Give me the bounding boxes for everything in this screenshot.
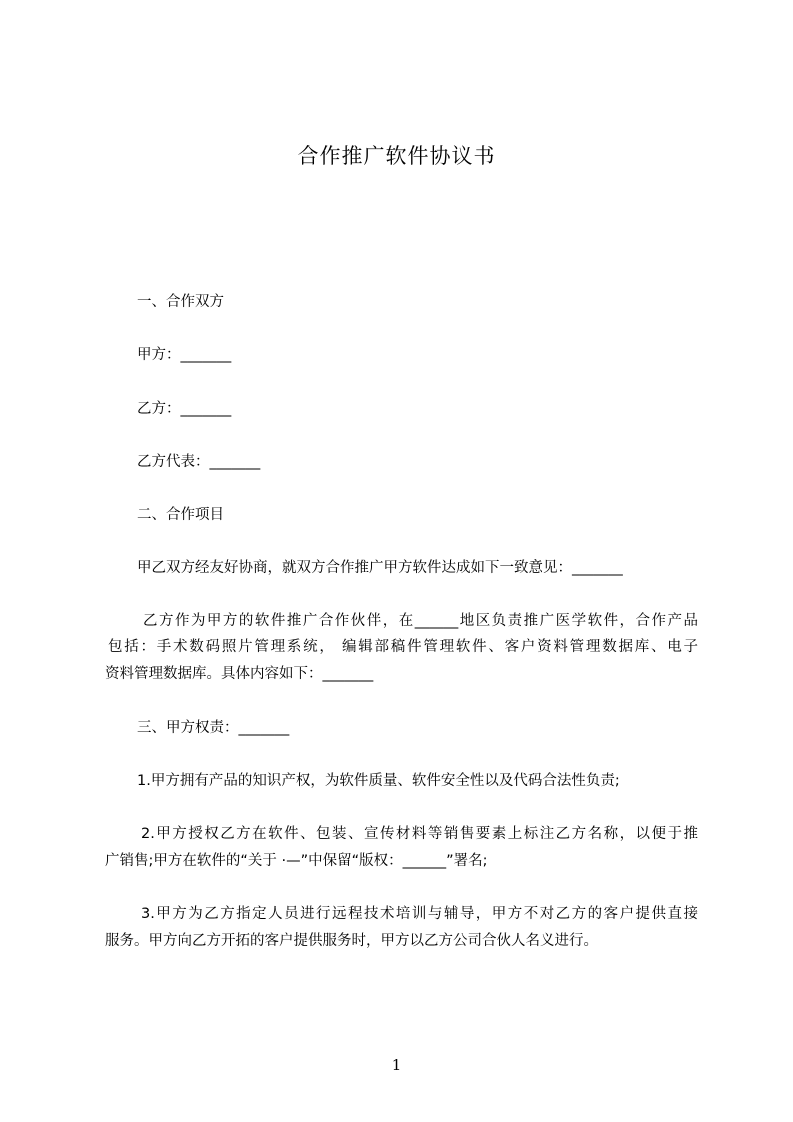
document-title: 合作推广软件协议书 xyxy=(297,144,496,168)
section-heading-project: 二、合作项目 xyxy=(137,507,224,523)
page-number: 1 xyxy=(391,1056,402,1074)
party-b-representative-field: 乙方代表：_______ xyxy=(137,454,261,470)
section-heading-party-a-rights: 三、甲方权责：_______ xyxy=(137,720,290,736)
party-a-field: 甲方：_______ xyxy=(137,347,232,363)
party-b-field: 乙方：_______ xyxy=(137,401,232,417)
rights-item-2-line: 2.甲方授权乙方在软件、包装、宣传材料等销售要素上标注乙方名称，以便于推 xyxy=(141,826,698,842)
project-paragraph-line: 乙方作为甲方的软件推广合作伙伴，在______地区负责推广医学软件，合作产品 xyxy=(143,613,698,629)
rights-item-2-line: 广销售;甲方在软件的“关于 ·—”中保留“版权：______”署名; xyxy=(105,853,488,869)
project-intro: 甲乙双方经友好协商，就双方合作推广甲方软件达成如下一致意见：_______ xyxy=(137,560,623,576)
rights-item-3-line: 3.甲方为乙方指定人员进行远程技术培训与辅导，甲方不对乙方的客户提供直接 xyxy=(141,906,698,922)
project-paragraph-line: 资料管理数据库。具体内容如下：_______ xyxy=(105,666,374,682)
project-paragraph-line: 包括：手术数码照片管理系统， 编辑部稿件管理软件、客户资料管理数据库、电子 xyxy=(108,639,698,655)
rights-item-1: 1.甲方拥有产品的知识产权，为软件质量、软件安全性以及代码合法性负责; xyxy=(137,773,620,789)
section-heading-parties: 一、合作双方 xyxy=(137,294,224,310)
rights-item-3-line: 服务。甲方向乙方开拓的客户提供服务时，甲方以乙方公司合伙人名义进行。 xyxy=(105,933,598,949)
